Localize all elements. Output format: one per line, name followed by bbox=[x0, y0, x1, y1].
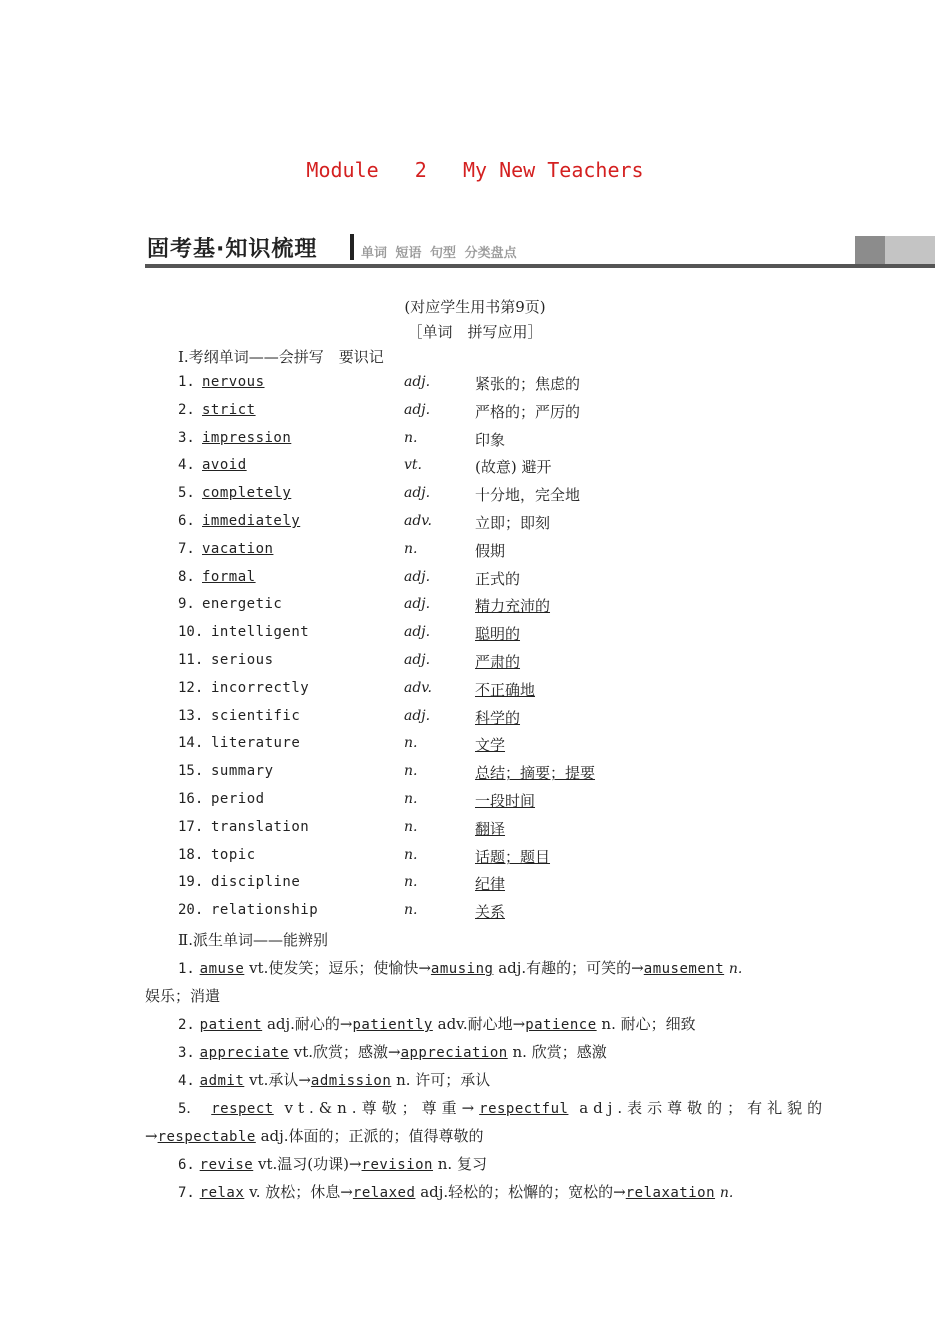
chinese-meaning: (故意) 避开 bbox=[475, 458, 552, 476]
derived-item: 7. relax v. 放松；休息→relaxed adj.轻松的；松懈的；宽松的→relaxation n. bbox=[178, 1183, 734, 1201]
word-number: 3. bbox=[178, 430, 195, 446]
word-number: 10. bbox=[178, 624, 204, 640]
chinese-meaning: 立即；即刻 bbox=[475, 514, 551, 532]
english-word: energetic bbox=[202, 596, 283, 612]
part-of-speech: adj. bbox=[404, 402, 431, 418]
part-of-speech: adj. bbox=[404, 485, 431, 501]
word-number: 1. bbox=[178, 374, 195, 390]
chinese-meaning: 一段时间 bbox=[475, 792, 536, 810]
chinese-meaning: 精力充沛的 bbox=[475, 597, 551, 615]
answer-word: appreciation bbox=[400, 1045, 508, 1061]
word-number: 5. bbox=[178, 485, 195, 501]
chinese-meaning: 翻译 bbox=[475, 820, 506, 838]
chinese-meaning: 严肃的 bbox=[475, 653, 521, 671]
banner-rule bbox=[145, 264, 935, 268]
word-number: 9. bbox=[178, 596, 195, 612]
english-word: avoid bbox=[202, 457, 247, 473]
word-number: 12. bbox=[178, 680, 204, 696]
english-word: summary bbox=[211, 763, 274, 779]
part-of-speech: n. bbox=[404, 791, 418, 807]
english-word: formal bbox=[202, 569, 256, 585]
word-number: 13. bbox=[178, 708, 204, 724]
english-word: strict bbox=[202, 402, 256, 418]
part-of-speech: n. bbox=[404, 902, 418, 918]
banner-block-dark bbox=[855, 236, 885, 264]
derived-item: 2. patient adj.耐心的→patiently adv.耐心地→patience n. 耐心；细致 bbox=[178, 1015, 696, 1033]
word-number: 6. bbox=[178, 513, 195, 529]
chinese-meaning: 纪律 bbox=[475, 875, 506, 893]
answer-word: amuse bbox=[199, 961, 245, 977]
chinese-meaning: 总结；摘要；提要 bbox=[475, 764, 596, 782]
part-of-speech: n. bbox=[404, 874, 418, 890]
chinese-meaning: 不正确地 bbox=[475, 681, 536, 699]
derived-item: 1. amuse vt.使发笑；逗乐；使愉快→amusing adj.有趣的；可笑的→amusement n. bbox=[178, 959, 743, 977]
word-number: 4. bbox=[178, 457, 195, 473]
answer-word: patiently bbox=[352, 1017, 433, 1033]
word-number: 11. bbox=[178, 652, 204, 668]
part-of-speech: adj. bbox=[404, 569, 431, 585]
part-of-speech: n. bbox=[404, 763, 418, 779]
derived-item: 3. appreciate vt.欣赏；感激→appreciation n. 欣赏；感激 bbox=[178, 1043, 607, 1061]
english-word: impression bbox=[202, 430, 292, 446]
part-of-speech: adj. bbox=[404, 374, 431, 390]
section-banner bbox=[145, 230, 935, 268]
answer-word: patient bbox=[199, 1017, 263, 1033]
word-number: 8. bbox=[178, 569, 195, 585]
english-word: nervous bbox=[202, 374, 265, 390]
section-label: ［单词 拼写应用］ bbox=[407, 323, 543, 341]
chinese-meaning: 正式的 bbox=[475, 570, 521, 588]
chinese-meaning: 假期 bbox=[475, 542, 506, 560]
chinese-meaning: 严格的；严厉的 bbox=[475, 403, 581, 421]
word-number: 7. bbox=[178, 541, 195, 557]
english-word: topic bbox=[211, 847, 256, 863]
english-word: completely bbox=[202, 485, 292, 501]
english-word: immediately bbox=[202, 513, 301, 529]
part2-heading: Ⅱ.派生单词——能辨别 bbox=[178, 931, 328, 949]
derived-item: 6. revise vt.温习(功课)→revision n. 复习 bbox=[178, 1155, 487, 1173]
word-number: 17. bbox=[178, 819, 204, 835]
answer-word: relaxation bbox=[625, 1185, 716, 1201]
word-number: 14. bbox=[178, 735, 204, 751]
english-word: period bbox=[211, 791, 265, 807]
answer-word: amusing bbox=[430, 961, 494, 977]
answer-word: respect bbox=[211, 1101, 274, 1117]
english-word: discipline bbox=[211, 874, 301, 890]
banner-block-light bbox=[885, 236, 935, 264]
banner-divider bbox=[350, 234, 354, 260]
chinese-meaning: 科学的 bbox=[475, 709, 521, 727]
english-word: vacation bbox=[202, 541, 274, 557]
banner-subtitle: 单词 短语 句型 分类盘点 bbox=[361, 246, 517, 261]
answer-word: revision bbox=[361, 1157, 433, 1173]
banner-title: 固考基·知识梳理 bbox=[147, 237, 318, 262]
chinese-meaning: 紧张的；焦虑的 bbox=[475, 375, 581, 393]
english-word: translation bbox=[211, 819, 310, 835]
answer-word: respectful bbox=[479, 1101, 569, 1117]
chinese-meaning: 十分地，完全地 bbox=[475, 486, 581, 504]
chinese-meaning: 文学 bbox=[475, 736, 506, 754]
english-word: scientific bbox=[211, 708, 301, 724]
answer-word: admission bbox=[310, 1073, 392, 1089]
part-of-speech: n. bbox=[404, 735, 418, 751]
english-word: serious bbox=[211, 652, 274, 668]
english-word: relationship bbox=[211, 902, 319, 918]
derived-item: 5． respect vt.&n.尊敬；尊重→respectful adj.表示尊敬的；有礼貌的 bbox=[178, 1099, 828, 1117]
word-number: 2. bbox=[178, 402, 195, 418]
answer-word: admit bbox=[199, 1073, 245, 1089]
book-reference: (对应学生用书第9页) bbox=[404, 298, 546, 316]
part-of-speech: n. bbox=[404, 819, 418, 835]
answer-word: revise bbox=[199, 1157, 254, 1173]
derived-item: 4. admit vt.承认→admission n. 许可；承认 bbox=[178, 1071, 491, 1089]
chinese-meaning: 印象 bbox=[475, 431, 506, 449]
chinese-meaning: 话题；题目 bbox=[475, 848, 551, 866]
english-word: literature bbox=[211, 735, 301, 751]
answer-word: relax bbox=[199, 1185, 245, 1201]
part1-heading: Ⅰ.考纲单词——会拼写 要识记 bbox=[178, 348, 384, 366]
answer-word: amusement bbox=[643, 961, 725, 977]
page-title: Module 2 My New Teachers bbox=[306, 158, 644, 182]
part-of-speech: adj. bbox=[404, 596, 431, 612]
answer-word: respectable bbox=[157, 1129, 256, 1145]
answer-word: appreciate bbox=[199, 1045, 289, 1061]
part-of-speech: adj. bbox=[404, 652, 431, 668]
answer-word: patience bbox=[525, 1017, 597, 1033]
part-of-speech: adj. bbox=[404, 708, 431, 724]
word-number: 15. bbox=[178, 763, 204, 779]
chinese-meaning: 关系 bbox=[475, 903, 506, 921]
english-word: intelligent bbox=[211, 624, 310, 640]
word-number: 18. bbox=[178, 847, 204, 863]
derived-item-cont: →respectable adj.体面的；正派的；值得尊敬的 bbox=[145, 1127, 484, 1145]
word-number: 19. bbox=[178, 874, 204, 890]
derived-item-cont: 娱乐；消遣 bbox=[145, 987, 221, 1005]
part-of-speech: adj. bbox=[404, 624, 431, 640]
part-of-speech: vt. bbox=[404, 457, 422, 473]
chinese-meaning: 聪明的 bbox=[475, 625, 521, 643]
english-word: incorrectly bbox=[211, 680, 310, 696]
part-of-speech: n. bbox=[404, 541, 418, 557]
part-of-speech: adv. bbox=[404, 513, 433, 529]
part-of-speech: adv. bbox=[404, 680, 433, 696]
part-of-speech: n. bbox=[404, 847, 418, 863]
part-of-speech: n. bbox=[404, 430, 418, 446]
answer-word: relaxed bbox=[352, 1185, 416, 1201]
word-number: 16. bbox=[178, 791, 204, 807]
word-number: 20. bbox=[178, 902, 204, 918]
